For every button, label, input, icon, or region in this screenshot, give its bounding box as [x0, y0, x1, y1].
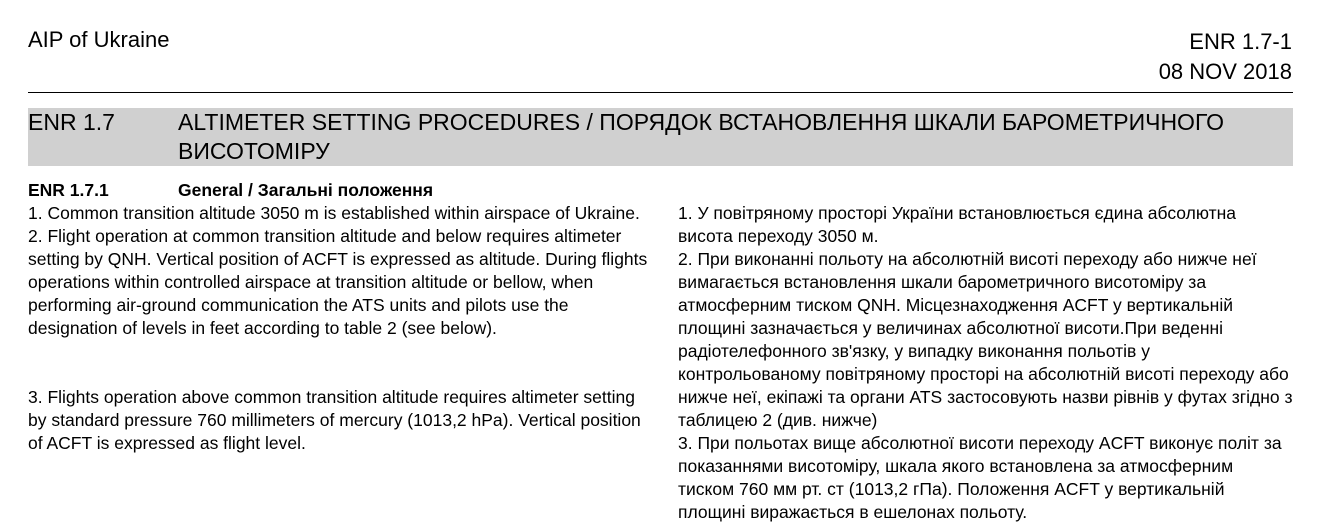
english-paragraph-1: 1. Common transition altitude 3050 m is established within airspace of Ukraine. — [28, 203, 640, 223]
header-divider — [28, 92, 1293, 93]
publication-title: AIP of Ukraine — [28, 27, 170, 52]
english-column — [28, 202, 648, 455]
page-header-right — [1159, 27, 1292, 87]
ukrainian-paragraph-2: 2. При виконанні польоту на абсолютній висоті переходу або нижче неї вимагається встановлення шкали барометричного висотоміру за атмосферним тиском QNH. Місцезнаходження ACFT у вертикальній площині зазначається у величинах абсолютної висоти.При веденні радіотелефонного зв'язку, у випадку виконання польотів у контрольованому повітряному просторі на абсолютній висоті переходу або нижче неї, екіпажі та органи ATS застосовують назви рівнів у футах згідно з таблицею 2 (див. нижче) — [678, 249, 1293, 430]
section-title: ALTIMETER SETTING PROCEDURES / ПОРЯДОК ВСТАНОВЛЕННЯ ШКАЛИ БАРОМЕТРИЧНОГО ВИСОТОМІРУ — [178, 109, 1224, 164]
effective-date: 08 NOV 2018 — [1158, 59, 1292, 84]
ukrainian-paragraph-3: 3. При польотах вище абсолютної висоти переходу ACFT виконує політ за показаннями висотоміру, шкала якого встановлена за атмосферним тиском 760 мм рт. ст (1013,2 гПа). Положення ACFT у вертикальній площині виражається в ешелонах польоту. — [678, 433, 1282, 522]
section-code: ENR 1.7 — [28, 109, 115, 135]
ukrainian-column — [678, 202, 1293, 524]
subsection-code: ENR 1.7.1 — [28, 180, 109, 200]
subsection-title: General / Загальні положення — [178, 180, 434, 200]
english-paragraph-2: 2. Flight operation at common transition altitude and below requires altimeter setting by QNH. Vertical position of ACFT is expressed as altitude. During flights operations within controlled airspace at transition altitude or bellow, when performing air-ground communication the ATS units and pilots use the designation of levels in feet according to table 2 (see below). — [28, 226, 648, 338]
english-paragraph-3: 3. Flights operation above common transition altitude requires altimeter setting by standard pressure 760 millimeters of mercury (1013,2 hPa). Vertical position of ACFT is expressed as flight level. — [28, 387, 641, 453]
ukrainian-paragraph-1: 1. У повітряному просторі України встановлюється єдина абсолютна висота переходу 3050 м. — [678, 203, 1237, 246]
paragraph-spacer — [28, 340, 648, 386]
page-reference: ENR 1.7-1 — [1189, 29, 1292, 54]
